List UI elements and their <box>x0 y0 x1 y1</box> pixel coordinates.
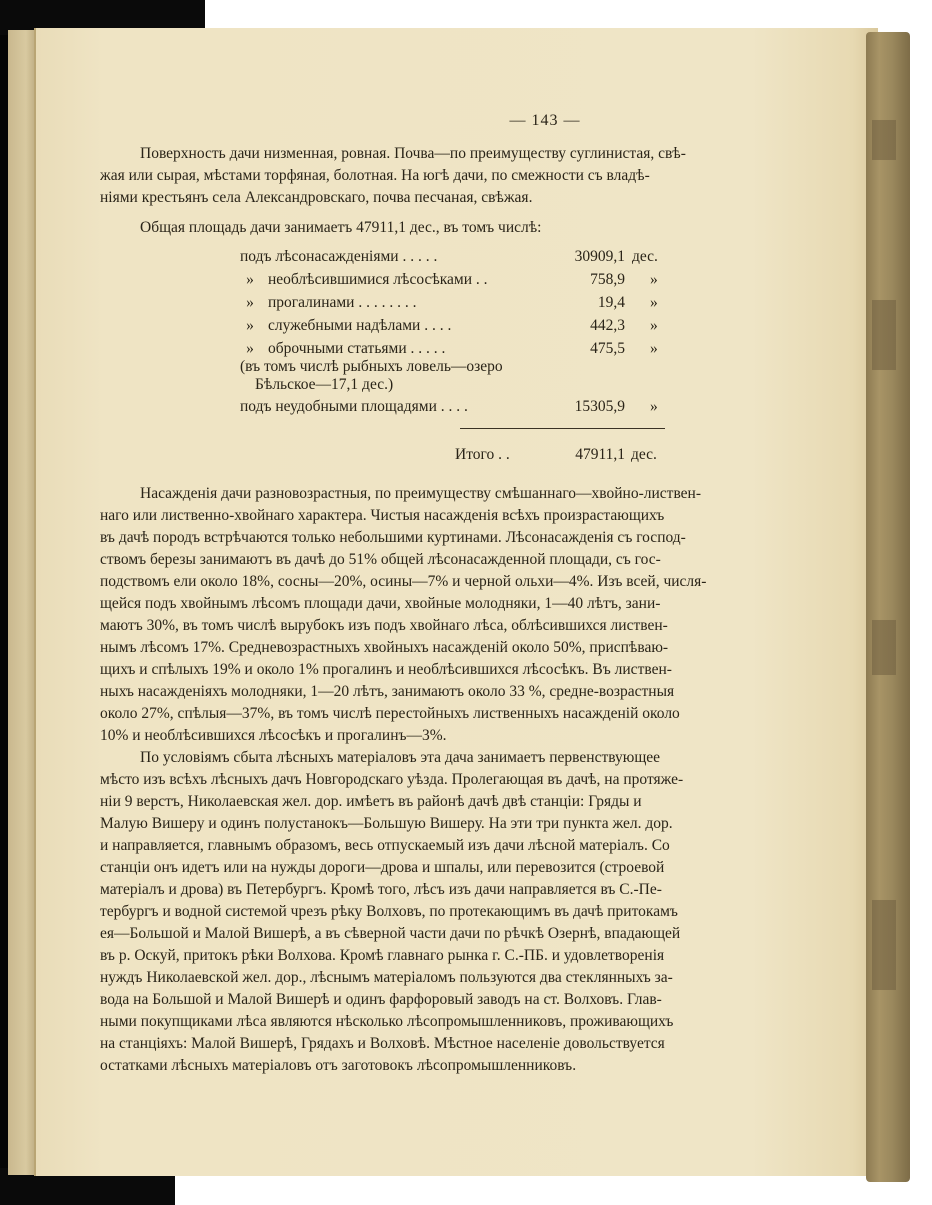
text-line: подствомъ ели около 18%, сосны—20%, осины—7% и черной ольхи—4%. Изъ всей, числя- <box>100 573 707 590</box>
ditto-mark: » <box>246 271 254 288</box>
text-line: щихъ и спѣлыхъ 19% и около 1% прогалинъ и необлѣсившихся лѣсосѣкъ. Въ листвен- <box>100 661 672 678</box>
edge-stain <box>872 120 896 160</box>
text-line: въ дачѣ породъ встрѣчаются только небольшими куртинами. Лѣсонасажденія съ господ- <box>100 529 686 546</box>
area-row-unit: » <box>650 398 658 415</box>
text-line: остатками лѣсныхъ матеріаловъ отъ заготовокъ лѣсопромышленниковъ. <box>100 1057 577 1074</box>
text-line: мѣсто изъ всѣхъ лѣсныхъ дачъ Новгородскаго уѣзда. Пролегающая въ дачѣ, на протяже- <box>100 771 684 788</box>
area-note-line: (въ томъ числѣ рыбныхъ ловель—озеро <box>240 358 503 375</box>
edge-stain <box>872 900 896 990</box>
text-line: вода на Большой и Малой Вишерѣ и одинъ фарфоровый заводъ на ст. Волховъ. Глав- <box>100 991 662 1008</box>
text-line: По условіямъ сбыта лѣсныхъ матеріаловъ эта дача занимаетъ первенствующее <box>140 749 661 766</box>
ditto-mark: » <box>246 317 254 334</box>
text-line: Поверхность дачи низменная, ровная. Почва—по преимуществу суглинистая, свѣ- <box>140 145 686 162</box>
ditto-mark: » <box>246 340 254 357</box>
ditto-mark: » <box>246 294 254 311</box>
area-row-label: подъ лѣсонасажденіями . . . . . <box>240 248 438 265</box>
worn-page-edge <box>866 32 910 1182</box>
area-row-unit: » <box>650 340 658 357</box>
text-line: 10% и необлѣсившихся лѣсосѣкъ и прогалинъ—3%. <box>100 727 447 744</box>
area-row-unit: » <box>650 271 658 288</box>
text-line: ствомъ березы занимаютъ въ дачѣ до 51% общей лѣсонасажденной площади, съ гос- <box>100 551 661 568</box>
text-line: нуждъ Николаевской жел. дор., лѣснымъ матеріаломъ пользуются два стеклянныхъ за- <box>100 969 673 986</box>
area-row-value: 442,3 <box>590 317 625 334</box>
text-line: ея—Большой и Малой Вишерѣ, а въ сѣверной части дачи по рѣчкѣ Озернѣ, впадающей <box>100 925 681 942</box>
area-row-value: 30909,1 <box>574 248 625 265</box>
text-line: щейся подъ хвойнымъ лѣсомъ площади дачи, хвойные молодняки, 1—40 лѣтъ, зани- <box>100 595 661 612</box>
area-row-unit: » <box>650 317 658 334</box>
text-line: нымъ лѣсомъ 17%. Средневозрастныхъ хвойныхъ насажденій около 50%, приспѣваю- <box>100 639 669 656</box>
text-line: на станціяхъ: Малой Вишерѣ, Грядахъ и Волховѣ. Мѣстное населеніе довольствуется <box>100 1035 665 1052</box>
area-row-value: 475,5 <box>590 340 625 357</box>
text-line: жая или сырая, мѣстами торфяная, болотная. На югѣ дачи, по смежности съ владѣ- <box>100 167 650 184</box>
text-line: матеріалъ и дрова) въ Петербургъ. Кромѣ того, лѣсъ изъ дачи направляется въ С.-Пе- <box>100 881 662 898</box>
text-line: ніи 9 верстъ, Николаевская жел. дор. имѣетъ въ районѣ дачѣ двѣ станціи: Гряды и <box>100 793 642 810</box>
text-line: и направляется, главнымъ образомъ, весь отпускаемый изъ дачи лѣсной матеріалъ. Со <box>100 837 670 854</box>
total-label: Итого . . <box>455 446 510 463</box>
area-row-unit: » <box>650 294 658 311</box>
text-line: наго или лиственно-хвойнаго характера. Чистыя насажденія всѣхъ произрастающихъ <box>100 507 665 524</box>
text-line: тербургъ и водной системой чрезъ рѣку Волховъ, по протекающимъ въ дачѣ притокамъ <box>100 903 678 920</box>
area-row-value: 15305,9 <box>574 398 625 415</box>
page-number: — 143 — <box>509 112 581 129</box>
area-intro: Общая площадь дачи занимаетъ 47911,1 дес., въ томъ числѣ: <box>140 219 542 236</box>
edge-stain <box>872 620 896 675</box>
text-line: въ р. Оскуй, притокъ рѣки Волхова. Кромѣ главнаго рынка г. С.-ПБ. и удовлетворенія <box>100 947 665 964</box>
edge-stain <box>872 300 896 370</box>
area-note-line: Бѣльское—17,1 дес.) <box>255 376 394 393</box>
area-row-value: 19,4 <box>597 294 625 311</box>
area-row-label: подъ неудобными площадями . . . . <box>240 398 468 415</box>
text-line: станціи онъ идетъ или на нужды дороги—дрова и шпалы, или перевозится (строевой <box>100 859 665 876</box>
text-line: маютъ 30%, въ томъ числѣ вырубокъ изъ подъ хвойнаго лѣса, облѣсившихся листвен- <box>100 617 668 634</box>
text-line: ныхъ насажденіяхъ молодняки, 1—20 лѣтъ, занимаютъ около 33 %, средне-возрастныя <box>100 683 675 700</box>
text-line: ніями крестьянъ села Александровскаго, почва песчаная, свѣжая. <box>100 189 533 206</box>
area-row-value: 758,9 <box>590 271 625 288</box>
area-row-label: оброчными статьями . . . . . <box>268 340 446 357</box>
area-row-unit: дес. <box>632 248 658 265</box>
total-rule <box>460 428 665 429</box>
area-row-label: служебными надѣлами . . . . <box>268 317 452 334</box>
area-row-label: необлѣсившимися лѣсосѣками . . <box>268 271 488 288</box>
area-row-label: прогалинами . . . . . . . . <box>268 294 417 311</box>
total-unit: дес. <box>631 446 657 463</box>
text-line: ными покупщиками лѣса являются нѣсколько лѣсопромышленниковъ, проживающихъ <box>100 1013 674 1030</box>
text-line: около 27%, спѣлыя—37%, въ томъ числѣ перестойныхъ лиственныхъ насажденій около <box>100 705 680 722</box>
total-value: 47911,1 <box>575 446 625 463</box>
text-line: Малую Вишеру и одинъ полустанокъ—Большую Вишеру. На эти три пункта жел. дор. <box>100 815 673 832</box>
text-line: Насажденія дачи разновозрастныя, по преимуществу смѣшаннаго—хвойно-листвен- <box>140 485 702 502</box>
